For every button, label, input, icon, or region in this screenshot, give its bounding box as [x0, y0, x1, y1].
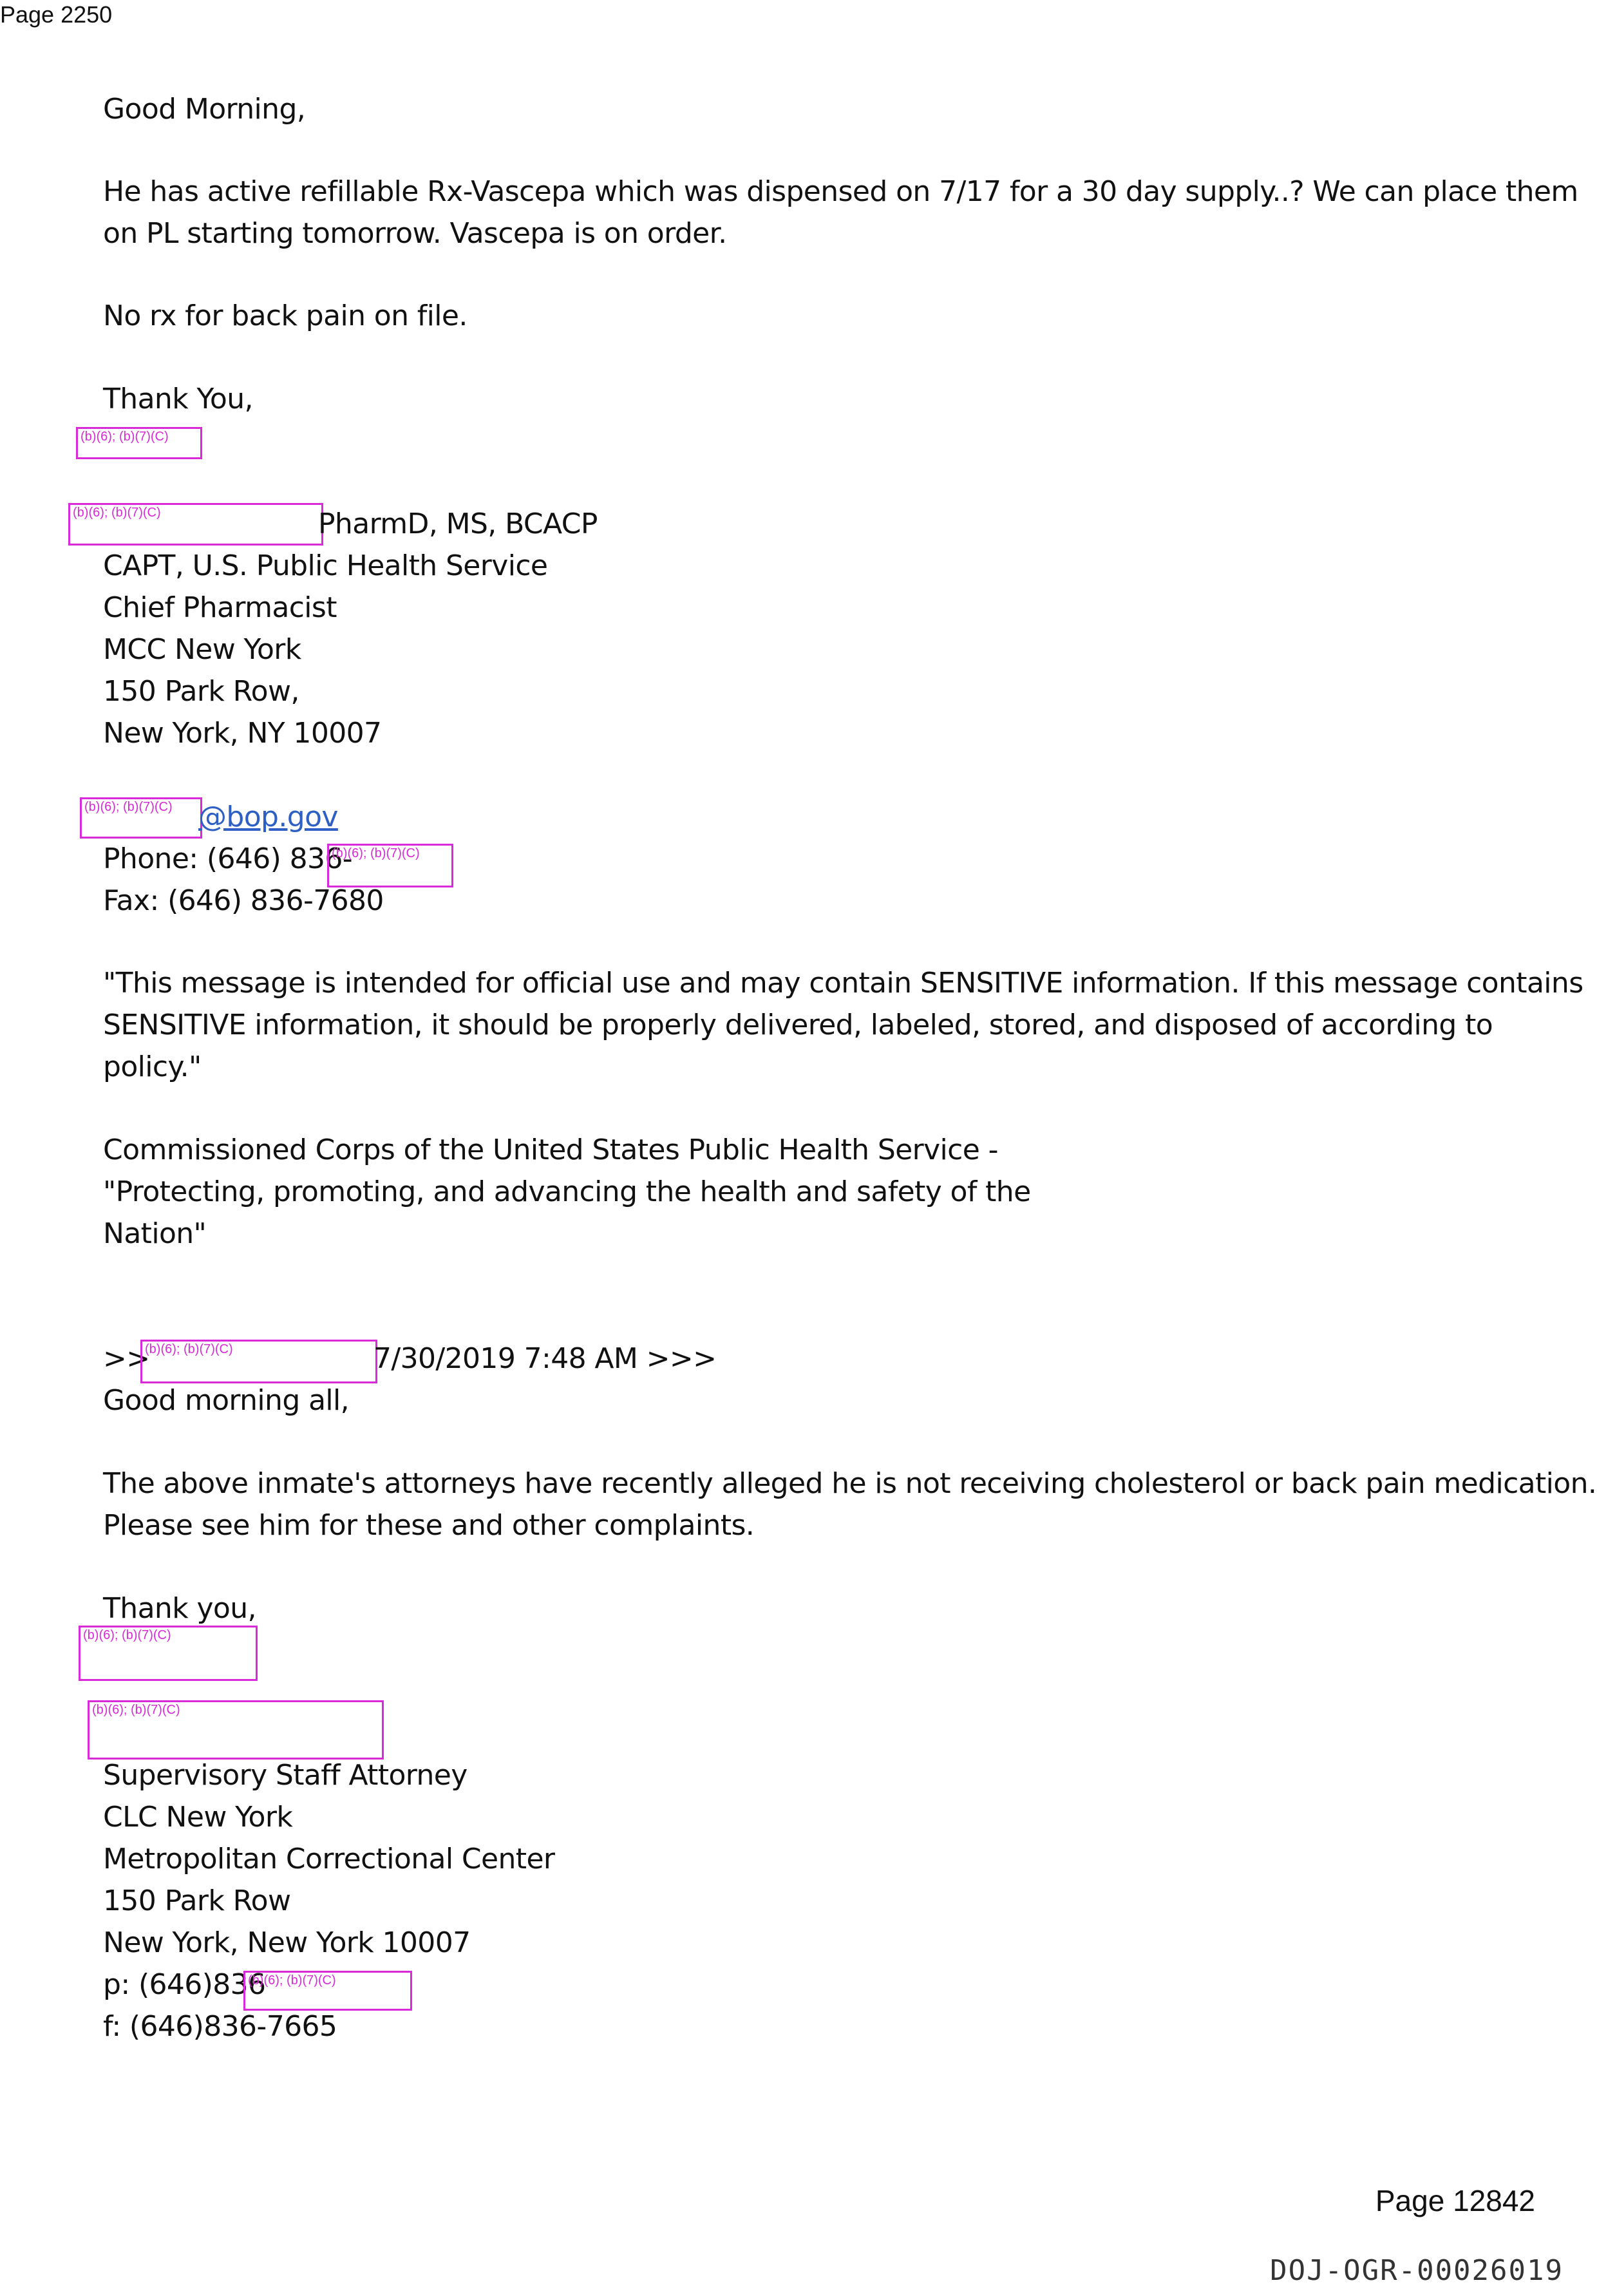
signer-city: New York, NY 10007: [103, 717, 382, 750]
forward-greeting: Good morning all,: [103, 1384, 350, 1417]
redaction-box: [80, 797, 202, 839]
signer-rank: CAPT, U.S. Public Health Service: [103, 549, 548, 582]
motto-line: Commissioned Corps of the United States Public Health Service -: [103, 1134, 998, 1166]
attorney-title: Supervisory Staff Attorney: [103, 1759, 468, 1792]
redaction-box: [88, 1700, 384, 1760]
attorney-city: New York, New York 10007: [103, 1926, 471, 1959]
redaction-box: [76, 427, 202, 459]
attorney-office: CLC New York: [103, 1801, 293, 1834]
email-link[interactable]: [198, 796, 338, 839]
redaction-box: [243, 1971, 412, 2011]
greeting: Good Morning,: [103, 93, 306, 126]
forward-body-line: Please see him for these and other complaints.: [103, 1509, 755, 1542]
redaction-box: [140, 1340, 377, 1383]
signer-credentials: PharmD, MS, BCACP: [318, 508, 598, 540]
motto-line: "Protecting, promoting, and advancing the health and safety of the: [103, 1175, 1031, 1208]
attorney-phone: p: (646)836: [103, 1968, 266, 2001]
page-number-bottom: Page 12842: [1375, 2184, 1535, 2217]
signer-facility: MCC New York: [103, 633, 301, 666]
forward-closing: Thank you,: [103, 1592, 256, 1625]
signer-fax: Fax: (646) 836-7680: [103, 884, 384, 917]
forward-date: 7/30/2019 7:48 AM >>>: [373, 1342, 717, 1375]
signer-phone: Phone: (646) 836-: [103, 842, 353, 875]
bates-number: DOJ-OGR-00026019: [1270, 2254, 1564, 2287]
body-line: No rx for back pain on file.: [103, 299, 468, 332]
redaction-label: (b)(6); (b)(7)(C): [92, 1703, 180, 1717]
attorney-fax: f: (646)836-7665: [103, 2010, 337, 2043]
redaction-label: (b)(6); (b)(7)(C): [145, 1342, 233, 1356]
redaction-label: (b)(6); (b)(7)(C): [84, 800, 173, 814]
closing: Thank You,: [103, 383, 253, 415]
motto-line: Nation": [103, 1217, 207, 1250]
redaction-box: [68, 503, 323, 546]
redaction-label: (b)(6); (b)(7)(C): [332, 846, 420, 860]
email-domain[interactable]: @bop.gov: [198, 801, 338, 833]
redaction-label: (b)(6); (b)(7)(C): [83, 1628, 171, 1642]
redaction-label: (b)(6); (b)(7)(C): [73, 506, 161, 520]
signer-street: 150 Park Row,: [103, 675, 299, 708]
redaction-label: (b)(6); (b)(7)(C): [80, 430, 169, 444]
redaction-label: (b)(6); (b)(7)(C): [248, 1973, 336, 1988]
page-number-top: Page 2250: [0, 1, 113, 28]
signer-title: Chief Pharmacist: [103, 591, 337, 624]
redaction-box: [79, 1626, 258, 1681]
disclaimer-line: policy.": [103, 1050, 202, 1083]
forward-prefix: >>: [103, 1342, 150, 1375]
disclaimer-line: SENSITIVE information, it should be properly delivered, labeled, stored, and disposed of according to: [103, 1009, 1493, 1041]
disclaimer-line: "This message is intended for official use and may contain SENSITIVE information. If this message contains: [103, 967, 1583, 1000]
body-line: on PL starting tomorrow. Vascepa is on order.: [103, 217, 727, 250]
attorney-facility: Metropolitan Correctional Center: [103, 1843, 555, 1875]
body-line: He has active refillable Rx-Vascepa which was dispensed on 7/17 for a 30 day supply..? We can place them: [103, 175, 1578, 208]
attorney-street: 150 Park Row: [103, 1884, 291, 1917]
forward-body-line: The above inmate's attorneys have recently alleged he is not receiving cholesterol or back pain medication.: [103, 1467, 1597, 1500]
